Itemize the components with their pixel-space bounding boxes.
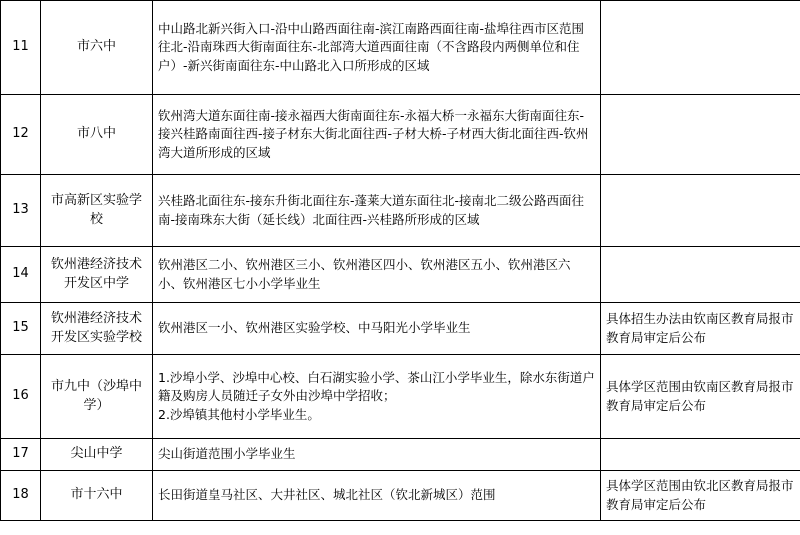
table-row: [1, 471, 800, 521]
row-number: 15: [1, 303, 41, 355]
table-row: [1, 247, 800, 303]
table-row: [1, 1, 800, 95]
row-number: 11: [1, 1, 41, 95]
school-name: 市八中: [41, 95, 153, 175]
school-name: 尖山中学: [41, 439, 153, 471]
row-number: 13: [1, 175, 41, 247]
row-number: 18: [1, 471, 41, 521]
row-number: 14: [1, 247, 41, 303]
school-name: 市高新区实验学校: [41, 175, 153, 247]
remark: [601, 1, 800, 95]
remark: [601, 439, 800, 471]
table-row: [1, 439, 800, 471]
remark: 具体学区范围由钦南区教育局报市教育局审定后公布: [601, 355, 800, 439]
district-range: 钦州港区一小、钦州港区实验学校、中马阳光小学毕业生: [153, 303, 601, 355]
row-number: 16: [1, 355, 41, 439]
school-name: 市十六中: [41, 471, 153, 521]
district-range: 钦州湾大道东面往南-接永福西大街南面往东-永福大桥一永福东大街南面往东-接兴桂路南面往西-接子材东大街北面往西-子材大桥-子材西大街北面往西-钦州湾大道所形成的区域: [153, 95, 601, 175]
school-name: 钦州港经济技术开发区实验学校: [41, 303, 153, 355]
remark: [601, 247, 800, 303]
remark: 具体招生办法由钦南区教育局报市教育局审定后公布: [601, 303, 800, 355]
remark: [601, 95, 800, 175]
row-number: 12: [1, 95, 41, 175]
district-range-lines: [158, 369, 595, 423]
district-range-line: 1.沙埠小学、沙埠中心校、白石湖实验小学、茶山江小学毕业生，除水东街道户籍及购房人员随迁子女外由沙埠中学招收；: [158, 370, 595, 404]
school-name: 市六中: [41, 1, 153, 95]
district-range: 中山路北新兴街入口-沿中山路西面往南-滨江南路西面往南-盐埠往西市区范围往北-沿南珠西大街南面往东-北部湾大道西面往南（不含路段内两侧单位和住户）-新兴街南面往东-中山路北入口所形成的区域: [153, 1, 601, 95]
school-name: 钦州港经济技术开发区中学: [41, 247, 153, 303]
row-number: 17: [1, 439, 41, 471]
district-range: 钦州港区二小、钦州港区三小、钦州港区四小、钦州港区五小、钦州港区六小、钦州港区七小小学毕业生: [153, 247, 601, 303]
district-range: 兴桂路北面往东-接东升街北面往东-蓬莱大道东面往北-接南北二级公路西面往南-接南珠东大街（延长线）北面往西-兴桂路所形成的区域: [153, 175, 601, 247]
district-range: [153, 355, 601, 439]
district-range: 长田街道皇马社区、大井社区、城北社区（钦北新城区）范围: [153, 471, 601, 521]
district-range: 尖山街道范围小学毕业生: [153, 439, 601, 471]
table-row: [1, 175, 800, 247]
table-row: [1, 355, 800, 439]
table-row: [1, 95, 800, 175]
remark: [601, 175, 800, 247]
remark: 具体学区范围由钦北区教育局报市教育局审定后公布: [601, 471, 800, 521]
district-range-line: 2.沙埠镇其他村小学毕业生。: [158, 406, 320, 422]
school-name: 市九中（沙埠中学）: [41, 355, 153, 439]
table-row: [1, 303, 800, 355]
